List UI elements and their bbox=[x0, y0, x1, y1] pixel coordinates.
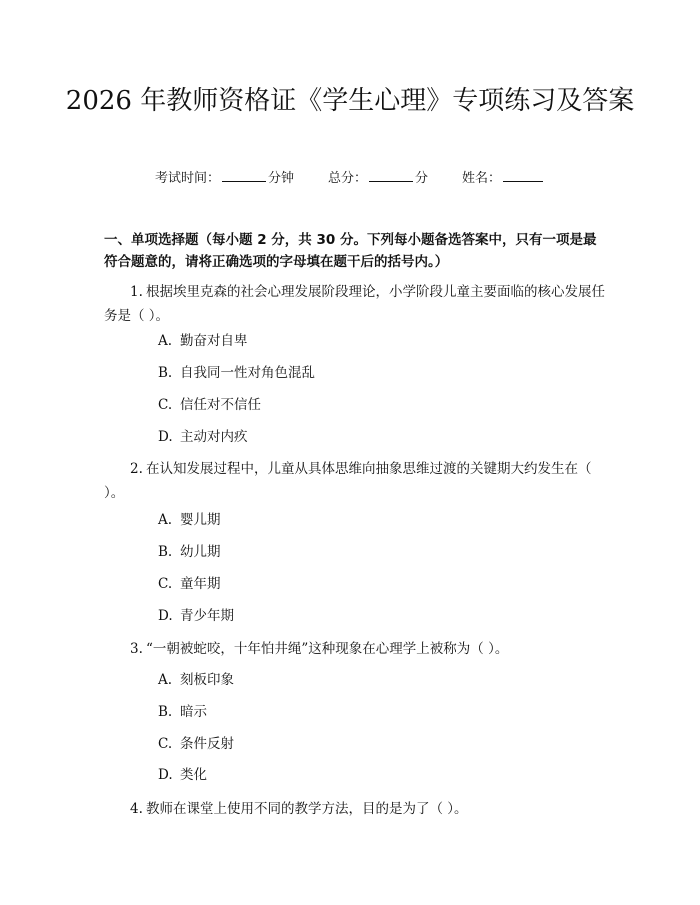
option-text: 条件反射 bbox=[180, 736, 234, 752]
option-2b[interactable] bbox=[158, 542, 221, 562]
option-text: 青少年期 bbox=[180, 608, 234, 624]
option-1a[interactable] bbox=[158, 331, 248, 351]
option-1c[interactable] bbox=[158, 395, 261, 415]
total-score-blank[interactable] bbox=[369, 168, 413, 182]
total-score-label: 总分： bbox=[327, 171, 367, 186]
question-text: 教师在课堂上使用不同的教学方法，目的是为了（ ）。 bbox=[146, 801, 468, 817]
exam-time-field bbox=[155, 168, 294, 188]
option-letter: C. bbox=[158, 576, 173, 592]
option-letter: A. bbox=[158, 512, 173, 528]
option-letter: A. bbox=[158, 672, 173, 688]
option-letter: B. bbox=[158, 544, 173, 560]
total-score-field bbox=[328, 168, 428, 188]
option-text: 刻板印象 bbox=[180, 672, 234, 688]
option-2a[interactable] bbox=[158, 510, 221, 530]
exam-meta bbox=[0, 168, 700, 188]
name-field bbox=[462, 168, 545, 188]
option-text: 主动对内疚 bbox=[180, 429, 248, 445]
question-text: 根据埃里克森的社会心理发展阶段理论，小学阶段儿童主要面临的核心发展任务是（ ）。 bbox=[104, 284, 605, 324]
question-number: 2. bbox=[130, 461, 143, 477]
option-3b[interactable] bbox=[158, 702, 207, 722]
option-text: 幼儿期 bbox=[180, 544, 221, 560]
exam-time-blank[interactable] bbox=[222, 168, 266, 182]
option-text: 自我同一性对角色混乱 bbox=[180, 365, 315, 381]
exam-time-unit: 分钟 bbox=[267, 171, 294, 186]
option-letter: C. bbox=[158, 736, 173, 752]
option-2c[interactable] bbox=[158, 574, 221, 594]
total-score-unit: 分 bbox=[415, 171, 429, 186]
question-2 bbox=[104, 457, 610, 505]
option-letter: C. bbox=[158, 397, 173, 413]
option-2d[interactable] bbox=[158, 606, 234, 626]
question-number: 4. bbox=[130, 801, 143, 817]
option-text: 勤奋对自卑 bbox=[180, 333, 248, 349]
option-letter: D. bbox=[158, 767, 173, 783]
question-3 bbox=[104, 637, 610, 661]
name-blank[interactable] bbox=[503, 168, 543, 182]
option-1d[interactable] bbox=[158, 427, 248, 447]
option-text: 童年期 bbox=[180, 576, 221, 592]
option-letter: B. bbox=[158, 365, 173, 381]
option-3a[interactable] bbox=[158, 670, 234, 690]
name-label: 姓名： bbox=[462, 171, 502, 186]
page-title: 2026 年教师资格证《学生心理》专项练习及答案 bbox=[65, 86, 635, 116]
section-heading: 一、单项选择题（每小题 2 分，共 30 分。下列每小题备选答案中，只有一项是最符合题意的，请将正确选项的字母填在题干后的括号内。） bbox=[104, 232, 597, 270]
option-3d[interactable] bbox=[158, 765, 207, 785]
option-text: 婴儿期 bbox=[180, 512, 221, 528]
option-text: 类化 bbox=[180, 767, 207, 783]
option-1b[interactable] bbox=[158, 363, 315, 383]
option-letter: A. bbox=[158, 333, 173, 349]
option-letter: D. bbox=[158, 608, 173, 624]
question-1 bbox=[104, 280, 610, 328]
question-number: 1. bbox=[130, 284, 143, 300]
question-text: “一朝被蛇咬，十年怕井绳”这种现象在心理学上被称为（ ）。 bbox=[146, 641, 509, 657]
question-number: 3. bbox=[130, 641, 143, 657]
option-letter: D. bbox=[158, 429, 173, 445]
exam-time-label: 考试时间： bbox=[154, 171, 220, 186]
option-text: 信任对不信任 bbox=[180, 397, 261, 413]
question-text: 在认知发展过程中，儿童从具体思维向抽象思维过渡的关键期大约发生在（ ）。 bbox=[104, 461, 592, 501]
option-letter: B. bbox=[158, 704, 173, 720]
question-4 bbox=[104, 797, 610, 821]
option-3c[interactable] bbox=[158, 734, 234, 754]
option-text: 暗示 bbox=[180, 704, 207, 720]
